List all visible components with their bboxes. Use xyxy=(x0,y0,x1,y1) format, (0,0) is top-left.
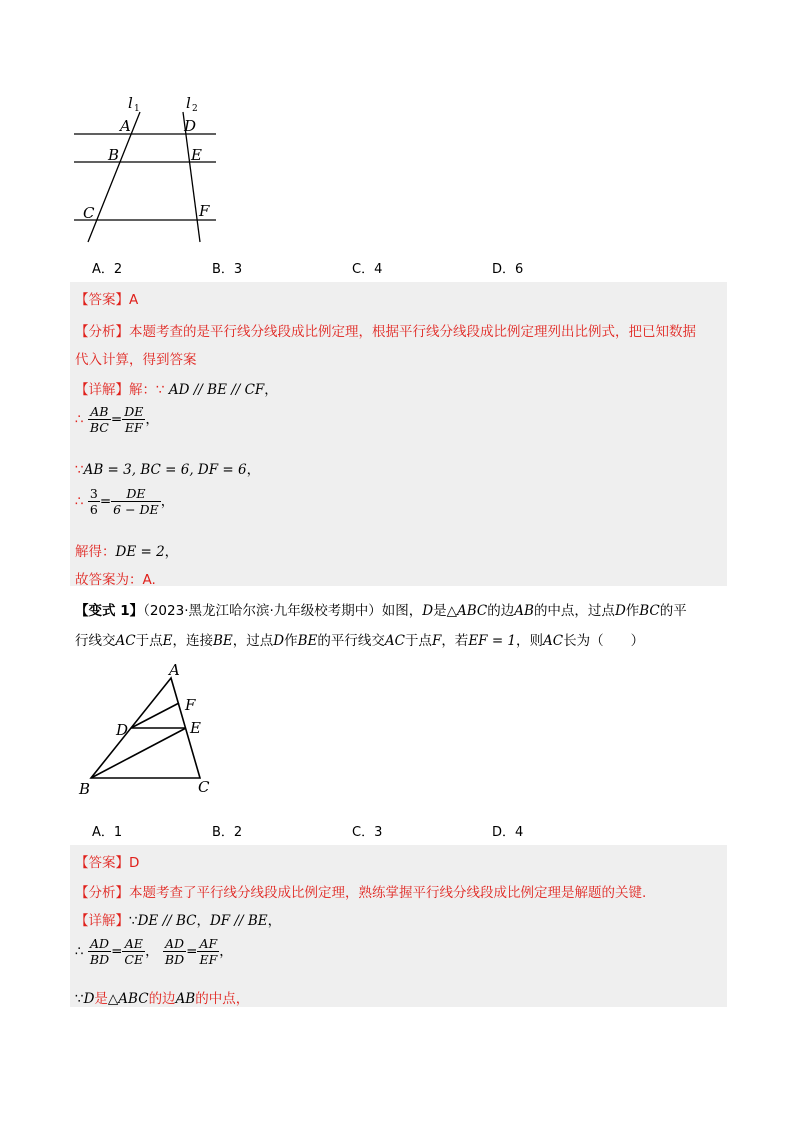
label-e: E xyxy=(190,719,201,737)
parallel-statement: AD // BE // CF xyxy=(168,382,265,398)
ratio-line-2: ∴ $\frac{AD}{BD}$ = $\frac{AE}{CE}$ ， $\frac{AD}{BD}$ = $\frac{AF}{EF}$ ， xyxy=(75,936,233,967)
fraction-ad-bd: $\frac{AD}{BD}$ xyxy=(89,936,110,967)
option-b: B．2 xyxy=(212,825,243,840)
comma: ， xyxy=(246,462,261,478)
given-values: AB = 3, BC = 6, DF = 6 xyxy=(83,462,247,478)
segment-df xyxy=(131,703,179,728)
solve-lead: 解得： xyxy=(75,544,116,560)
label-c: C xyxy=(198,778,210,796)
detail-tag: 【详解】 xyxy=(75,382,129,398)
because-symbol: ∵ xyxy=(75,991,84,1007)
label-a: A xyxy=(169,662,180,679)
option-d: D．4 xyxy=(492,825,524,840)
label-a: A xyxy=(120,117,131,135)
given-line xyxy=(75,458,260,478)
fraction-af-ef: $\frac{AF}{EF}$ xyxy=(199,936,218,967)
comma: ， xyxy=(160,493,175,510)
option-d: D．6 xyxy=(492,262,524,277)
label-l1-sub: 1 xyxy=(134,104,140,114)
analysis-tag: 【分析】 xyxy=(75,885,129,901)
fraction-3-6: $\frac{3}{6}$ xyxy=(89,486,98,517)
question-source: （2023·黑龙江哈尔滨·九年级校考期中）如图， xyxy=(143,603,423,619)
fraction-ae-ce: $\frac{AE}{CE}$ xyxy=(124,936,144,967)
ratio-line-1 xyxy=(75,404,159,435)
detail-lead: 解：∵ xyxy=(129,382,165,398)
option-c: C．4 xyxy=(352,262,383,277)
detail-tag: 【详解】 xyxy=(75,913,129,929)
label-l2-sub: 2 xyxy=(192,104,198,114)
label-d: D xyxy=(116,721,129,739)
answer-value: D xyxy=(129,855,140,871)
segment-be xyxy=(91,728,186,778)
label-l1: l xyxy=(128,94,133,112)
answer-value: A xyxy=(129,292,139,308)
final-answer-line xyxy=(75,568,156,588)
because-symbol: ∵ xyxy=(129,913,138,929)
detail-line-2: 【详解】∵DE // BC，DF // BE， xyxy=(75,913,282,929)
label-f: F xyxy=(199,202,210,220)
question-2-line-1: 【变式 1】（2023·黑龙江哈尔滨·九年级校考期中）如图，D是△ABC的边AB的中点，过点D作BC的平 xyxy=(75,603,687,619)
fraction-ad-bd-2: $\frac{AD}{BD}$ xyxy=(164,936,185,967)
equals: = xyxy=(110,411,123,428)
answer-line-2 xyxy=(75,851,139,871)
option-b: B．3 xyxy=(212,262,243,277)
label-d: D xyxy=(184,117,197,135)
fraction-de-6-de: $\frac{DE}{6 - DE}$ xyxy=(113,486,159,517)
therefore-symbol: ∴ xyxy=(75,411,84,428)
figure-parallel-lines xyxy=(70,92,230,252)
answer-tag: 【答案】 xyxy=(75,855,129,871)
equals: = xyxy=(99,493,112,510)
answer-tag: 【答案】 xyxy=(75,292,129,308)
analysis-line-2 xyxy=(75,881,646,901)
transversal-l1 xyxy=(88,112,140,242)
label-b: B xyxy=(108,146,120,164)
comma: ， xyxy=(164,544,179,560)
parallel-df-be: DF // BE xyxy=(209,913,268,929)
parallel-de-bc: DE // BC xyxy=(137,913,197,929)
ratio-line-2 xyxy=(75,486,174,517)
midpoint-line: ∵D是△ABC的边AB的中点， xyxy=(75,991,250,1007)
solve-result: DE = 2 xyxy=(115,544,165,560)
analysis-text: 本题考查了平行线分线段成比例定理，熟练掌握平行线分线段成比例定理是解题的关键. xyxy=(129,885,647,901)
analysis-text: 本题考查的是平行线分线段成比例定理，根据平行线分线段成比例定理列出比例式，把已知数据 xyxy=(129,324,696,340)
figure-triangle xyxy=(76,662,226,802)
question-tag: 【变式 1】 xyxy=(75,603,144,619)
fraction-de-ef: $\frac{DE}{EF}$ xyxy=(124,404,144,435)
option-c: C．3 xyxy=(352,825,383,840)
fraction-ab-bc: $\frac{AB}{BC}$ xyxy=(89,404,109,435)
option-a: A．2 xyxy=(92,262,123,277)
label-b: B xyxy=(79,780,91,798)
label-f: F xyxy=(185,696,196,714)
analysis-line-2 xyxy=(75,348,197,368)
label-l2: l xyxy=(186,94,191,112)
option-a: A．1 xyxy=(92,825,123,840)
analysis-line-1 xyxy=(75,320,696,340)
therefore-symbol: ∴ xyxy=(75,943,84,960)
label-e: E xyxy=(191,146,202,164)
because-symbol: ∵ xyxy=(75,462,84,478)
analysis-text-cont: 代入计算，得到答案 xyxy=(75,352,197,368)
comma: ， xyxy=(264,382,278,398)
comma: ， xyxy=(145,411,159,428)
therefore-symbol: ∴ xyxy=(75,493,84,510)
label-c: C xyxy=(83,204,95,222)
question-2-line-2: 行线交AC于点E，连接BE，过点D作BE的平行线交AC于点F，若EF = 1，则AC长为（ ） xyxy=(75,633,645,649)
detail-line-1 xyxy=(75,378,278,398)
final-answer: 故答案为：A. xyxy=(75,572,156,588)
solve-line xyxy=(75,540,178,560)
answer-line-1 xyxy=(75,288,138,308)
analysis-tag: 【分析】 xyxy=(75,324,129,340)
